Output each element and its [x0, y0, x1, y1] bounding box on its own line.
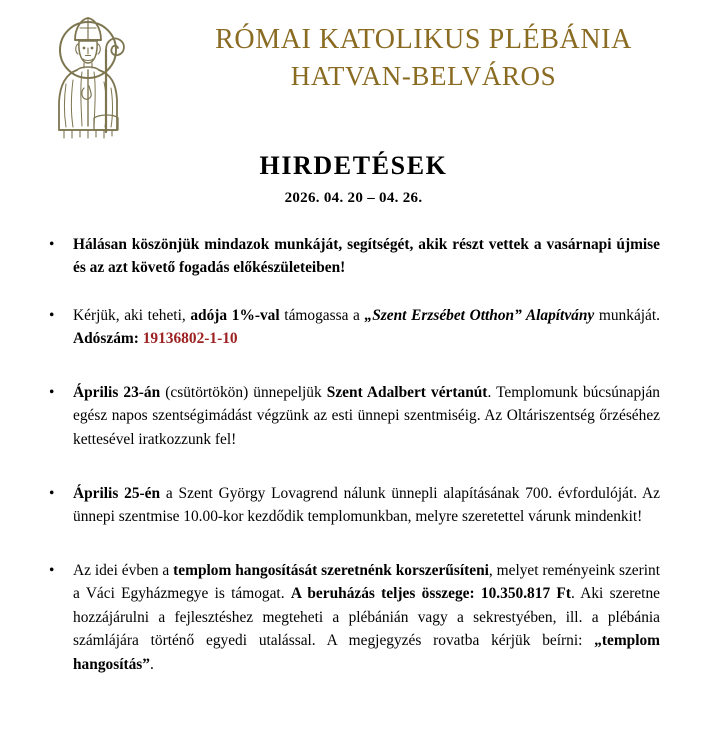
announcement-text-saint-adalbert-feast: Április 23-án (csütörtökön) ünnepeljük Szent Adalbert vértanút. Templomunk búcsúnapján egész napos szentségimádást végzünk az esti ünnepi szentmiséig. Az Oltáriszentség őrzéséhez kettesével iratkozzunk fel!: [73, 383, 660, 448]
date-range: 2026. 04. 20 – 04. 26.: [284, 189, 423, 206]
page-title: HIRDETÉSEK: [259, 151, 448, 180]
bullet-marker: •: [49, 383, 55, 401]
parish-title-line-1: RÓMAI KATOLIKUS PLÉBÁNIA: [215, 24, 632, 55]
announcement-text-thanks-for-first-mass: Hálásan köszönjük mindazok munkáját, segítségét, akik részt vettek a vasárnapi újmise és az azt követő fogadás előkészületeiben!: [73, 235, 660, 277]
bullet-marker: •: [49, 561, 55, 579]
bullet-marker: •: [49, 484, 55, 502]
list-item: [47, 381, 660, 452]
announcement-list: [47, 233, 660, 677]
list-item: [47, 304, 660, 351]
announcement-text-saint-george-order-anniversary: Április 25-én a Szent György Lovagrend nálunk ünnepli alapításának 700. évfordulóját. Az ünnepi szentmise 10.00-kor kezdődik templomunkban, melyre szeretettel várunk mindenkit!: [73, 484, 660, 526]
parish-title: [150, 22, 697, 95]
document-header: [0, 0, 707, 140]
document-title-block: [0, 152, 707, 207]
announcement-text-tax-one-percent-donation: Kérjük, aki teheti, adója 1%-val támogassa a „Szent Erzsébet Otthon” Alapítvány munkáját. Adószám: 19136802-1-10: [73, 306, 661, 348]
parish-title-line-2: HATVAN-BELVÁROS: [290, 60, 557, 91]
list-item: [47, 559, 660, 677]
list-item: [47, 482, 660, 529]
announcement-text-church-sound-system-upgrade: Az idei évben a templom hangosítását szeretnénk korszerűsíteni, melyet reményeink szerint a Váci Egyházmegye is támogat. A beruházás teljes összege: 10.350.817 Ft. Aki szeretne hozzájárulni a fejlesztéshez megteheti a plébánián vagy a sekrestyében, ill. a plébánia számlájára történő egyedi utalással. A megjegyzés rovatba kérjük beírni: „templom hangosítás”.: [73, 561, 660, 673]
bullet-marker: •: [49, 306, 55, 324]
bullet-marker: •: [49, 235, 55, 253]
bishop-saint-line-drawing-icon: [44, 14, 150, 140]
list-item: [47, 233, 660, 280]
